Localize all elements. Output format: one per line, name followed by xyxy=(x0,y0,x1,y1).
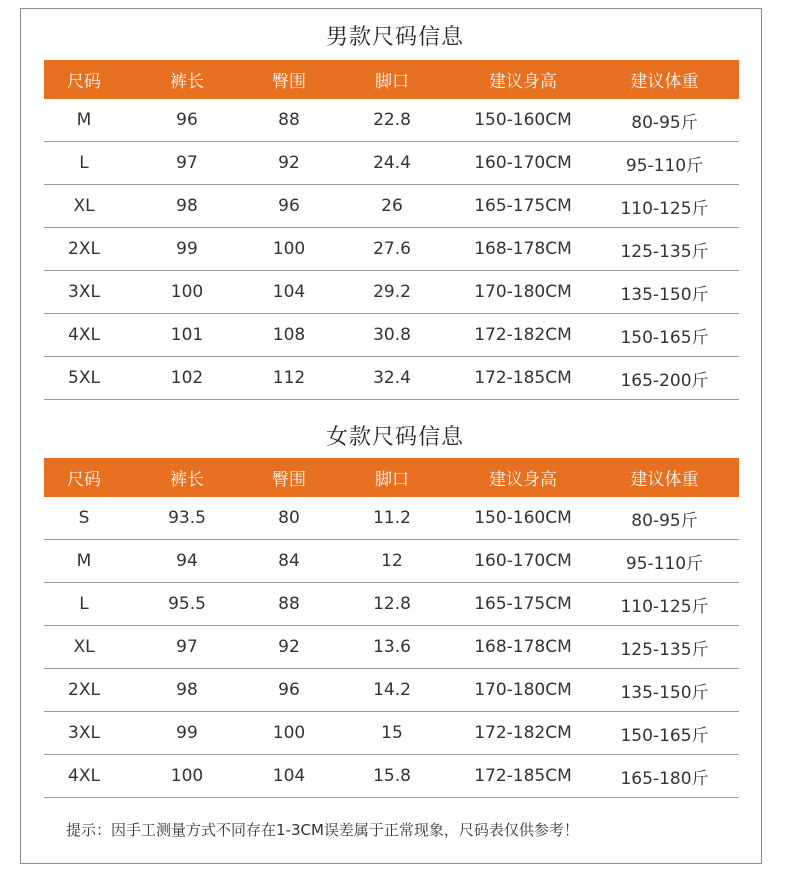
men-header-row xyxy=(44,60,739,99)
table-cell: 88 xyxy=(250,99,328,142)
table-cell: M xyxy=(44,99,124,142)
women-header-cell: 脚口 xyxy=(328,458,456,497)
table-cell: XL xyxy=(44,185,124,228)
table-cell: 95-110斤 xyxy=(590,540,739,583)
table-cell: 150-165斤 xyxy=(590,712,739,755)
table-cell: 24.4 xyxy=(328,142,456,185)
table-cell: 102 xyxy=(124,357,250,400)
measurement-note: 提示：因手工测量方式不同存在1-3CM误差属于正常现象，尺码表仅供参考！ xyxy=(66,821,579,839)
women-header-cell: 建议体重 xyxy=(590,458,739,497)
table-cell: 104 xyxy=(250,271,328,314)
table-cell: 29.2 xyxy=(328,271,456,314)
table-cell: 125-135斤 xyxy=(590,626,739,669)
table-cell: 92 xyxy=(250,142,328,185)
table-cell: 172-185CM xyxy=(456,755,590,798)
table-cell: S xyxy=(44,497,124,540)
table-cell: 172-182CM xyxy=(456,314,590,357)
table-cell: 112 xyxy=(250,357,328,400)
table-cell: 135-150斤 xyxy=(590,271,739,314)
table-cell: 92 xyxy=(250,626,328,669)
table-cell: 80 xyxy=(250,497,328,540)
table-cell: 97 xyxy=(124,142,250,185)
men-header-cell: 臀围 xyxy=(250,60,328,99)
table-cell: 84 xyxy=(250,540,328,583)
table-cell: 104 xyxy=(250,755,328,798)
table-cell: 98 xyxy=(124,669,250,712)
table-row xyxy=(44,583,739,626)
table-cell: 12 xyxy=(328,540,456,583)
men-size-title: 男款尺码信息 xyxy=(325,25,464,50)
table-cell: 100 xyxy=(124,271,250,314)
table-cell: 95-110斤 xyxy=(590,142,739,185)
table-cell: 108 xyxy=(250,314,328,357)
men-header-cell: 建议身高 xyxy=(456,60,590,99)
table-cell: 168-178CM xyxy=(456,228,590,271)
women-header-cell: 裤长 xyxy=(124,458,250,497)
table-cell: 97 xyxy=(124,626,250,669)
table-cell: 172-182CM xyxy=(456,712,590,755)
women-header-row xyxy=(44,458,739,497)
women-size-title: 女款尺码信息 xyxy=(325,425,464,450)
table-cell: 150-160CM xyxy=(456,99,590,142)
table-row xyxy=(44,228,739,271)
table-row xyxy=(44,626,739,669)
table-cell: 11.2 xyxy=(328,497,456,540)
table-cell: 27.6 xyxy=(328,228,456,271)
table-cell: 15 xyxy=(328,712,456,755)
table-cell: 110-125斤 xyxy=(590,185,739,228)
table-row xyxy=(44,357,739,400)
table-cell: 13.6 xyxy=(328,626,456,669)
table-cell: 32.4 xyxy=(328,357,456,400)
table-row xyxy=(44,99,739,142)
table-cell: 96 xyxy=(124,99,250,142)
men-header-cell: 尺码 xyxy=(44,60,124,99)
table-row xyxy=(44,540,739,583)
table-cell: 15.8 xyxy=(328,755,456,798)
table-cell: 80-95斤 xyxy=(590,99,739,142)
table-cell: 150-165斤 xyxy=(590,314,739,357)
table-cell: 96 xyxy=(250,185,328,228)
table-cell: 125-135斤 xyxy=(590,228,739,271)
table-cell: 3XL xyxy=(44,712,124,755)
table-cell: 3XL xyxy=(44,271,124,314)
table-cell: 170-180CM xyxy=(456,271,590,314)
table-cell: 172-185CM xyxy=(456,357,590,400)
table-cell: 26 xyxy=(328,185,456,228)
table-cell: 165-175CM xyxy=(456,583,590,626)
table-cell: XL xyxy=(44,626,124,669)
table-cell: 100 xyxy=(124,755,250,798)
table-cell: L xyxy=(44,583,124,626)
table-cell: 135-150斤 xyxy=(590,669,739,712)
table-cell: 4XL xyxy=(44,314,124,357)
table-cell: 4XL xyxy=(44,755,124,798)
table-cell: 160-170CM xyxy=(456,540,590,583)
table-cell: 5XL xyxy=(44,357,124,400)
table-cell: 150-160CM xyxy=(456,497,590,540)
table-cell: 110-125斤 xyxy=(590,583,739,626)
table-cell: 160-170CM xyxy=(456,142,590,185)
table-cell: 98 xyxy=(124,185,250,228)
table-cell: 2XL xyxy=(44,669,124,712)
table-cell: 14.2 xyxy=(328,669,456,712)
table-cell: 93.5 xyxy=(124,497,250,540)
table-row xyxy=(44,497,739,540)
table-row xyxy=(44,271,739,314)
table-cell: 165-200斤 xyxy=(590,357,739,400)
table-cell: 22.8 xyxy=(328,99,456,142)
table-row xyxy=(44,669,739,712)
table-row xyxy=(44,755,739,798)
table-cell: 94 xyxy=(124,540,250,583)
table-cell: 165-175CM xyxy=(456,185,590,228)
table-cell: M xyxy=(44,540,124,583)
table-cell: 100 xyxy=(250,712,328,755)
table-row xyxy=(44,314,739,357)
table-cell: 99 xyxy=(124,712,250,755)
table-cell: 96 xyxy=(250,669,328,712)
men-header-cell: 裤长 xyxy=(124,60,250,99)
table-cell: 168-178CM xyxy=(456,626,590,669)
table-cell: 12.8 xyxy=(328,583,456,626)
women-header-cell: 建议身高 xyxy=(456,458,590,497)
table-cell: L xyxy=(44,142,124,185)
women-header-cell: 臀围 xyxy=(250,458,328,497)
table-row xyxy=(44,712,739,755)
table-cell: 101 xyxy=(124,314,250,357)
men-header-cell: 建议体重 xyxy=(590,60,739,99)
table-cell: 170-180CM xyxy=(456,669,590,712)
table-cell: 99 xyxy=(124,228,250,271)
men-table-body xyxy=(44,99,739,400)
men-header-cell: 脚口 xyxy=(328,60,456,99)
table-cell: 2XL xyxy=(44,228,124,271)
table-row xyxy=(44,185,739,228)
table-cell: 80-95斤 xyxy=(590,497,739,540)
table-cell: 100 xyxy=(250,228,328,271)
table-cell: 95.5 xyxy=(124,583,250,626)
women-size-table xyxy=(44,458,739,798)
table-row xyxy=(44,142,739,185)
men-size-table xyxy=(44,60,739,400)
table-cell: 88 xyxy=(250,583,328,626)
women-header-cell: 尺码 xyxy=(44,458,124,497)
table-cell: 30.8 xyxy=(328,314,456,357)
women-table-body xyxy=(44,497,739,798)
table-cell: 165-180斤 xyxy=(590,755,739,798)
